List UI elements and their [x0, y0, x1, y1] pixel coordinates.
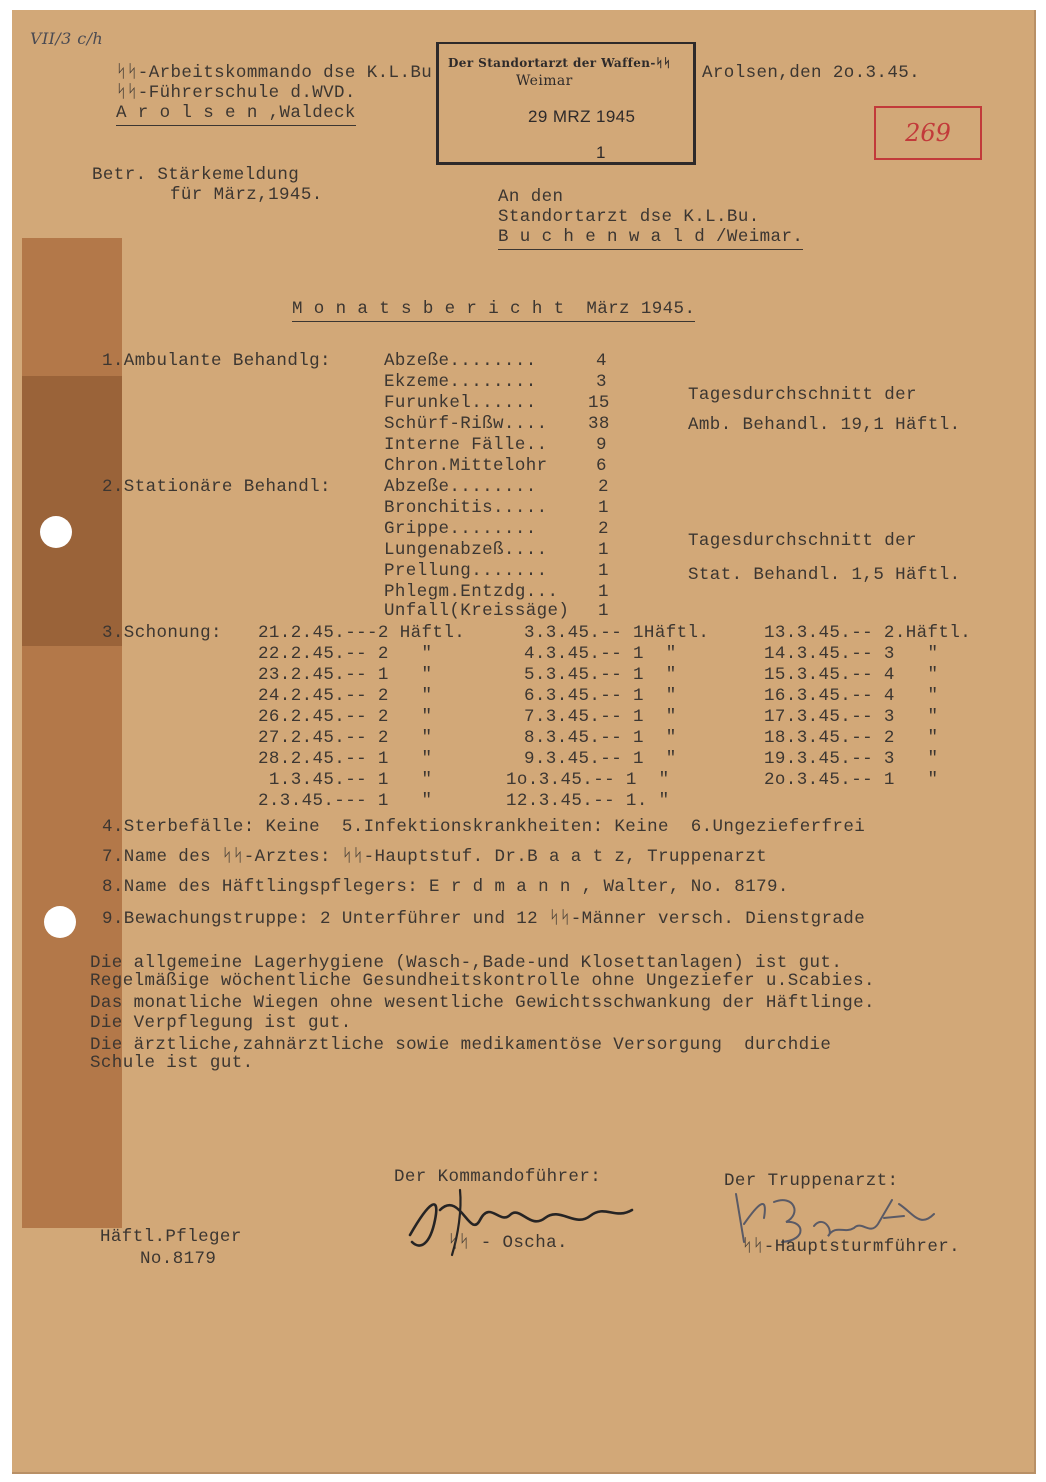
tape-strip-dark [22, 376, 122, 646]
s2-item-name: Bronchitis..... [384, 498, 548, 518]
page-number: 269 [874, 106, 982, 160]
s1-note-1: Tagesdurchschnitt der [688, 385, 917, 405]
schonung-entry: 18.3.45.-- 2 " [764, 728, 939, 748]
paragraph-line: Schule ist gut. [90, 1053, 254, 1073]
schonung-entry: 4.3.45.-- 1 " [524, 644, 677, 664]
s2-item-name: Lungenabzeß.... [384, 540, 548, 560]
section-3-label: 3.Schonung: [102, 623, 222, 643]
schonung-entry: 26.2.45.-- 2 " [258, 707, 433, 727]
s1-item-name: Ekzeme........ [384, 372, 537, 392]
schonung-entry: 1o.3.45.-- 1 " [506, 770, 670, 790]
s2-item-name: Grippe........ [384, 519, 537, 539]
s1-item-name: Furunkel...... [384, 393, 537, 413]
section-2-label: 2.Stationäre Behandl: [102, 477, 331, 497]
schonung-entry: 2o.3.45.-- 1 " [764, 770, 939, 790]
schonung-entry: 22.2.45.-- 2 " [258, 644, 433, 664]
schonung-entry: 6.3.45.-- 1 " [524, 686, 677, 706]
schonung-entry: 21.2.45.---2 Häftl. [258, 623, 466, 643]
s2-item-count: 1 [598, 498, 609, 518]
s2-item-count: 1 [598, 561, 609, 581]
s2-note-1: Tagesdurchschnitt der [688, 531, 917, 551]
schonung-entry: 28.2.45.-- 1 " [258, 749, 433, 769]
schonung-entry: 8.3.45.-- 1 " [524, 728, 677, 748]
sender-line-3: A r o l s e n ,Waldeck [116, 102, 356, 126]
schonung-entry: 24.2.45.-- 2 " [258, 686, 433, 706]
schonung-entry: 2.3.45.--- 1 " [258, 791, 433, 811]
schonung-entry: 5.3.45.-- 1 " [524, 665, 677, 685]
paragraph-line: Die allgemeine Lagerhygiene (Wasch-,Bade-und Klosettanlagen) ist gut. [90, 953, 843, 973]
line-9: 9.Bewachungstruppe: 2 Unterführer und 12 ᛋᛋ-Männer versch. Dienstgrade [102, 909, 866, 929]
s1-note-2: Amb. Behandl. 19,1 Häftl. [688, 415, 961, 435]
recipient-line-1: An den [498, 187, 564, 207]
sender-line-2: ᛋᛋ-Führerschule d.WVD. [116, 83, 356, 103]
s1-item-name: Chron.Mittelohr [384, 456, 548, 476]
schonung-entry: 17.3.45.-- 3 " [764, 707, 939, 727]
s2-item-name: Prellung....... [384, 561, 548, 581]
s2-item-name: Unfall(Kreissäge) [384, 601, 570, 621]
s2-item-count: 2 [598, 519, 609, 539]
schonung-entry: 9.3.45.-- 1 " [524, 749, 677, 769]
report-title: M o n a t s b e r i c h t März 1945. [292, 298, 695, 322]
paragraph-line: Die Verpflegung ist gut. [90, 1013, 352, 1033]
archive-mark: VII/3 c/h [30, 29, 104, 48]
s1-item-name: Interne Fälle.. [384, 435, 548, 455]
punch-hole-bottom [44, 906, 76, 938]
arzt-title: Der Truppenarzt: [724, 1171, 899, 1191]
paragraph-line: Regelmäßige wöchentliche Gesundheitskontrolle ohne Ungeziefer u.Scabies. [90, 971, 875, 991]
recipient-line-3: B u c h e n w a l d /Weimar. [498, 226, 803, 250]
sender-line-1: ᛋᛋ-Arbeitskommando dse K.L.Bu. [116, 63, 444, 83]
schonung-entry: 12.3.45.-- 1. " [506, 791, 670, 811]
section-1-label: 1.Ambulante Behandlg: [102, 351, 331, 371]
pfleger-line-1: Häftl.Pfleger [100, 1227, 242, 1247]
punch-hole-top [40, 516, 72, 548]
line-8: 8.Name des Häftlingspflegers: E r d m a n n , Walter, No. 8179. [102, 877, 789, 897]
schonung-entry: 3.3.45.-- 1Häftl. [524, 623, 710, 643]
s1-item-name: Abzeße........ [384, 351, 537, 371]
recipient-line-2: Standortarzt dse K.L.Bu. [498, 207, 760, 227]
arzt-rank: ᛋᛋ-Hauptsturmführer. [742, 1237, 961, 1257]
s2-item-count: 1 [598, 601, 609, 621]
s2-note-2: Stat. Behandl. 1,5 Häftl. [688, 565, 961, 585]
s2-item-name: Abzeße........ [384, 477, 537, 497]
s1-item-count: 9 [596, 435, 607, 455]
stamp-number: 1 [596, 143, 606, 162]
s2-item-name: Phlegm.Entzdg... [384, 582, 559, 602]
s1-item-count: 4 [596, 351, 607, 371]
schonung-entry: 19.3.45.-- 3 " [764, 749, 939, 769]
place-date: Arolsen,den 2o.3.45. [702, 63, 921, 83]
schonung-entry: 7.3.45.-- 1 " [524, 707, 677, 727]
schonung-entry: 16.3.45.-- 4 " [764, 686, 939, 706]
s2-item-count: 1 [598, 540, 609, 560]
schonung-entry: 23.2.45.-- 1 " [258, 665, 433, 685]
line-4-6: 4.Sterbefälle: Keine 5.Infektionskrankheiten: Keine 6.Ungezieferfrei [102, 817, 866, 837]
schonung-entry: 1.3.45.-- 1 " [258, 770, 433, 790]
schonung-entry: 13.3.45.-- 2.Häftl. [764, 623, 972, 643]
stamp-date: 29 MRZ 1945 [528, 107, 636, 126]
paragraph-line: Die ärztliche,zahnärztliche sowie medikamentöse Versorgung durchdie [90, 1035, 832, 1055]
kommando-title: Der Kommandoführer: [394, 1167, 602, 1187]
s2-item-count: 1 [598, 582, 609, 602]
schonung-entry: 15.3.45.-- 4 " [764, 665, 939, 685]
stamp-line-1: Der Standortarzt der Waffen-ᛋᛋ [448, 56, 671, 70]
subject-line-2: für März,1945. [170, 185, 323, 205]
pfleger-line-2: No.8179 [140, 1249, 217, 1269]
kommando-rank: ᛋᛋ - Oscha. [448, 1233, 568, 1253]
schonung-entry: 14.3.45.-- 3 " [764, 644, 939, 664]
s1-item-name: Schürf-Rißw.... [384, 414, 548, 434]
subject-line-1: Betr. Stärkemeldung [92, 165, 300, 185]
paragraph-line: Das monatliche Wiegen ohne wesentliche Gewichtsschwankung der Häftlinge. [90, 993, 875, 1013]
stamp-line-2: Weimar [516, 73, 573, 89]
s1-item-count: 6 [596, 456, 607, 476]
schonung-entry: 27.2.45.-- 2 " [258, 728, 433, 748]
s1-item-count: 38 [588, 414, 610, 434]
line-7: 7.Name des ᛋᛋ-Arztes: ᛋᛋ-Hauptstuf. Dr.B a a t z, Truppenarzt [102, 847, 767, 867]
s1-item-count: 15 [588, 393, 610, 413]
s1-item-count: 3 [596, 372, 607, 392]
s2-item-count: 2 [598, 477, 609, 497]
